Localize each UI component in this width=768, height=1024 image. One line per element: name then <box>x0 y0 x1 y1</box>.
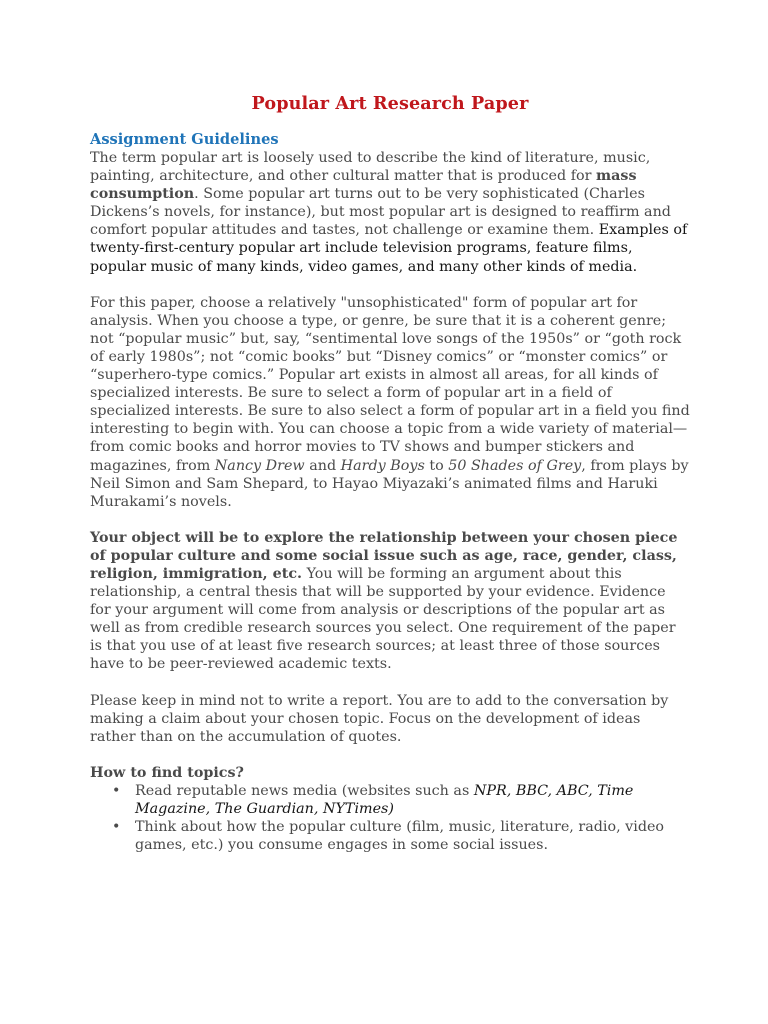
genre-text-part2: , from plays by Neil Simon and Sam Shepard, to Hayao Miyazaki’s animated films and Haruki Murakami’s novels. <box>90 457 689 510</box>
topics-item2-text: Think about how the popular culture (film, music, literature, radio, video games, etc.) you consume engages in some social issues. <box>135 819 665 854</box>
document-page <box>90 93 690 854</box>
title-nancy-drew: Nancy Drew <box>214 457 305 474</box>
list-item <box>90 818 690 854</box>
list-item <box>90 782 690 818</box>
intro-paragraph <box>90 149 690 276</box>
examples-sentence: Examples of twenty-first-century popular art include television programs, feature films, popular music of many kinds, video games, and many other kinds of media. <box>90 222 688 275</box>
topics-heading: How to find topics? <box>90 764 244 781</box>
objective-bold-text: Your object will be to explore the relationship between your chosen piece of popular culture and some social issue such as age, race, gender, class, religion, immigration, etc. <box>90 529 678 582</box>
assignment-guidelines-heading: Assignment Guidelines <box>90 131 279 148</box>
objective-paragraph <box>90 529 690 674</box>
topics-item1-text: Read reputable news media (websites such as <box>135 782 474 799</box>
title-hardy-boys: Hardy Boys <box>340 457 425 474</box>
report-note-paragraph: Please keep in mind not to write a report. You are to add to the conversation by making a claim about your chosen topic. Focus on the development of ideas rather than on the accumulation of quotes. <box>90 692 669 745</box>
genre-text-part1: For this paper, choose a relatively "unsophisticated" form of popular art for analysis. When you choose a type, or genre, be sure that it is a coherent genre; not “popular music” but, say, “sentimental love songs of the 1950s” or “goth rock of early 1980s”; not “comic books” but “Disney comics” or “monster comics” or “superhero-type comics.” Popular art exists in almost all areas, for all kinds of specialized interests. Be sure to select a form of popular art in a field of specialized interests. Be sure to also select a form of popular art in a field you find interesting to begin with. You can choose a topic from a wide variety of material—from comic books and horror movies to TV shows and bumper stickers and magazines, from <box>90 294 690 474</box>
genre-paragraph <box>90 294 690 511</box>
genre-text-and: and <box>304 457 341 474</box>
genre-text-to: to <box>424 457 449 474</box>
bullet-icon: • <box>112 782 121 799</box>
topics-list <box>90 782 690 854</box>
intro-text-part1: The term popular art is loosely used to describe the kind of literature, music, painting, architecture, and other cultural matter that is produced for <box>90 150 651 185</box>
objective-text: You will be forming an argument about this relationship, a central thesis that will be supported by your evidence. Evidence for your argument will come from analysis or descriptions of the popular art as well as from credible research sources you select. One requirement of the paper is that you use of at least five research sources; at least three of those sources have to be peer-reviewed academic texts. <box>90 565 676 673</box>
title-50-shades: 50 Shades of Grey <box>448 457 582 474</box>
news-outlets-list: NPR, BBC, ABC, Time Magazine, The Guardian, NYTimes) <box>135 782 634 817</box>
intro-text-part2: . Some popular art turns out to be very sophisticated (Charles Dickens’s novels, for instance), but most popular art is designed to reaffirm and comfort popular attitudes and tastes, not challenge or examine them. <box>90 186 671 239</box>
page-title: Popular Art Research Paper <box>251 93 529 114</box>
bullet-icon: • <box>112 819 121 836</box>
mass-consumption-term: mass consumption <box>90 168 637 203</box>
